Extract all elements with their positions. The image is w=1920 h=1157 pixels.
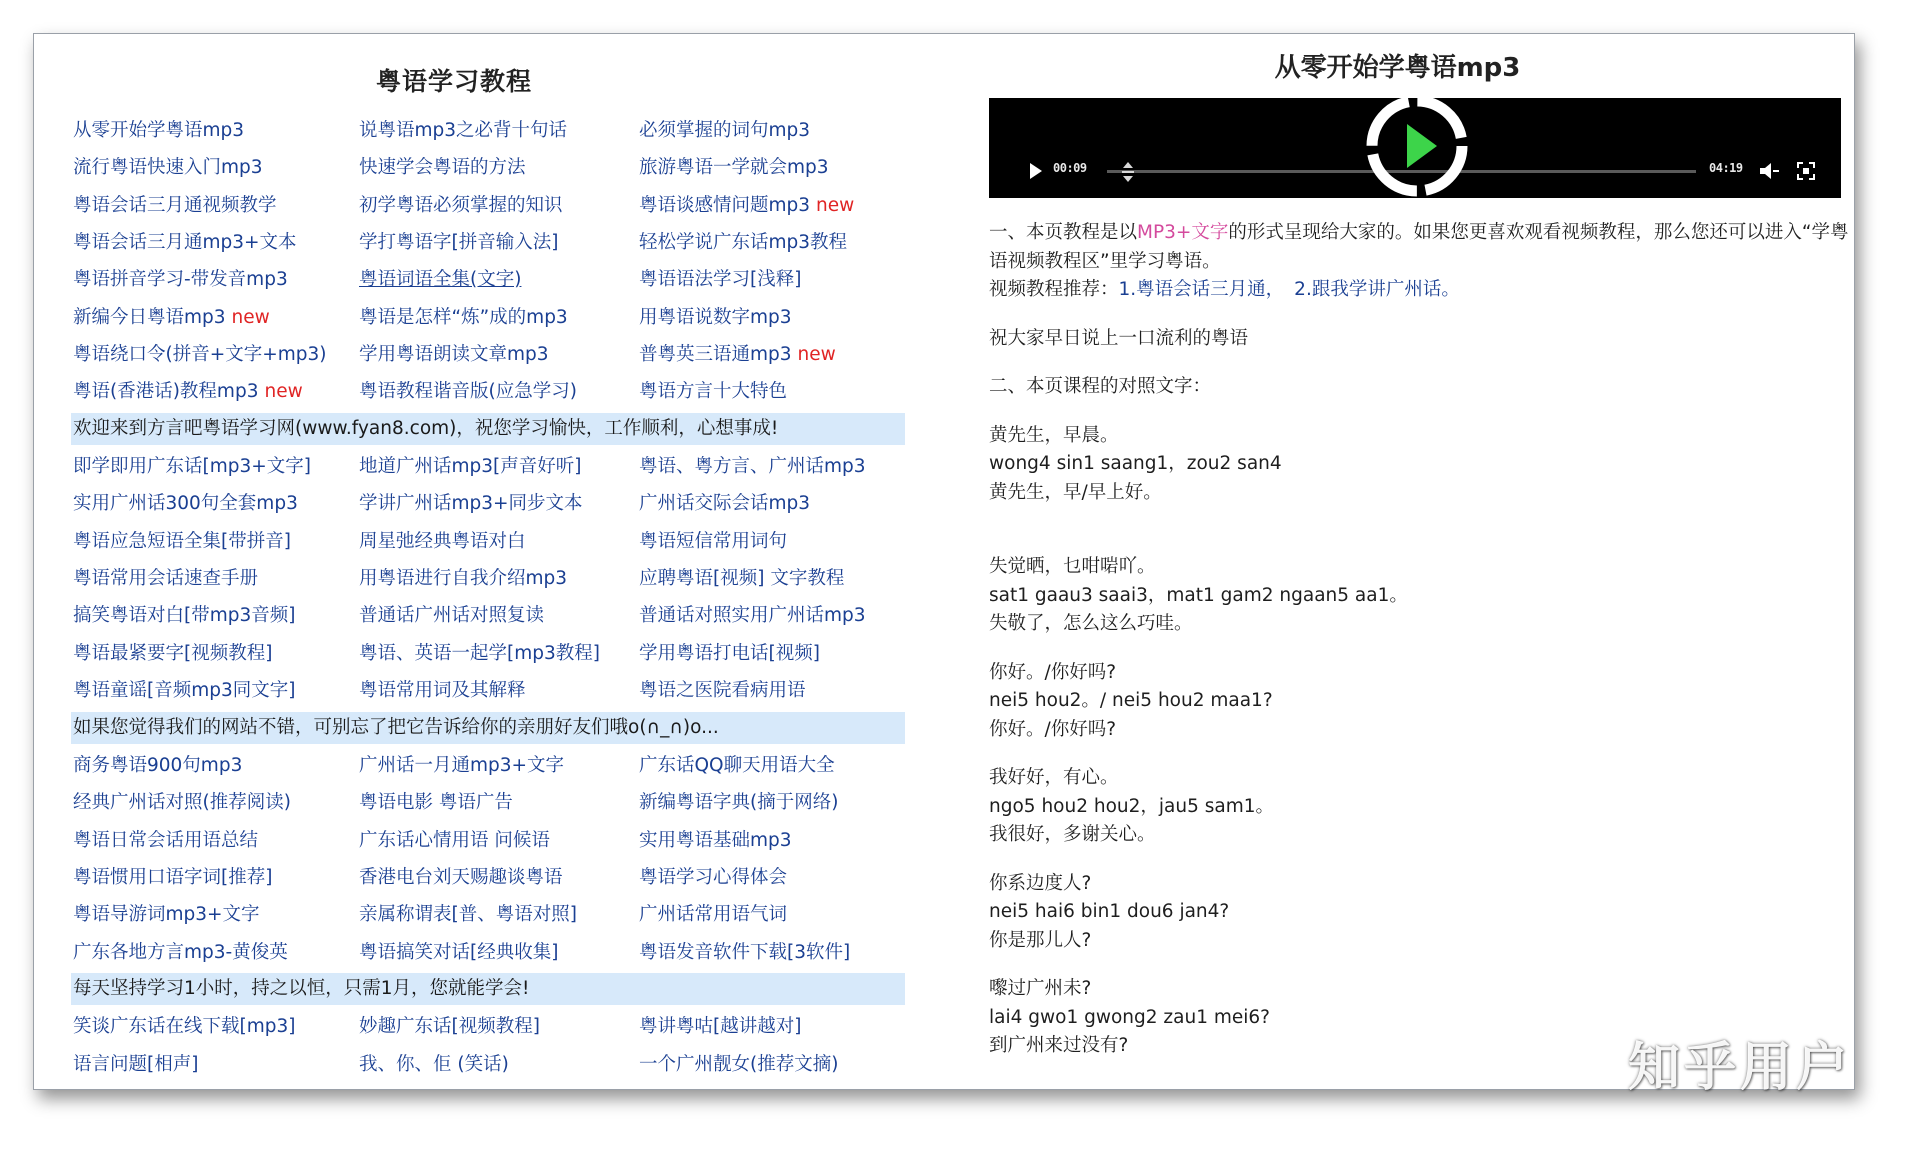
lesson-link[interactable] (73, 1046, 198, 1083)
lesson-link[interactable] (73, 523, 291, 560)
mandarin-line: 到广州来过没有? (989, 1035, 1129, 1056)
link-row (73, 299, 907, 336)
fullscreen-icon[interactable] (1797, 162, 1815, 180)
lesson-link-label: 粤语导游词mp3+文字 (73, 904, 260, 926)
lesson-link[interactable] (359, 747, 564, 784)
lesson-link-label: 粤语搞笑对话[经典收集] (359, 941, 559, 963)
link-row (73, 112, 907, 149)
lesson-link[interactable] (639, 1008, 801, 1045)
lesson-link[interactable] (639, 822, 792, 859)
lesson-link[interactable] (639, 485, 810, 522)
lesson-link[interactable] (359, 896, 577, 933)
dialogue-block (989, 553, 1849, 639)
lesson-link[interactable] (639, 112, 810, 149)
audio-player (989, 98, 1841, 198)
lesson-link-label: 粤语之医院看病用语 (639, 680, 806, 702)
lesson-link-label: 广东各地方言mp3-黄俊英 (73, 941, 288, 963)
progress-thumb-icon[interactable] (1121, 160, 1135, 184)
lesson-link[interactable] (639, 747, 835, 784)
lesson-link-label: 普通话广州话对照复读 (359, 605, 545, 627)
new-badge: new (797, 344, 836, 366)
notice-banner (73, 411, 907, 448)
lesson-link[interactable] (359, 224, 558, 261)
link-row (73, 597, 907, 634)
lesson-link[interactable] (73, 448, 311, 485)
lesson-link[interactable] (73, 261, 288, 298)
lesson-link[interactable] (359, 485, 583, 522)
new-badge: new (231, 306, 270, 328)
lesson-link[interactable] (73, 747, 242, 784)
lesson-link[interactable] (359, 373, 577, 410)
link-row (73, 1008, 907, 1045)
lesson-link-label: 香港电台刘天赐趣谈粤语 (359, 866, 563, 888)
lesson-link-label: 粤语惯用口语字词[推荐] (73, 866, 273, 888)
link-row (73, 859, 907, 896)
lesson-link-label: 实用广州话300句全套mp3 (73, 493, 298, 515)
lesson-link-label: 学用粤语朗读文章mp3 (359, 344, 549, 366)
lesson-link-label: 搞笑粤语对白[带mp3音频] (73, 605, 296, 627)
lesson-link-label: 粤语、英语一起学[mp3教程] (359, 642, 600, 664)
lesson-link[interactable] (639, 784, 838, 821)
lesson-link-label: 学讲广州话mp3+同步文本 (359, 493, 583, 515)
lesson-link[interactable] (639, 597, 866, 634)
lesson-link-label: 粤语常用词及其解释 (359, 680, 526, 702)
intro-paragraph: 一、本页教程是以MP3+文字的形式呈现给大家的。如果您更喜欢观看视频教程，那么您还可以进入“学粤语视频教程区”里学习粤语。 (989, 222, 1849, 272)
video-link-1[interactable]: 1.粤语会话三月通， (1118, 279, 1285, 300)
lesson-link[interactable] (73, 859, 272, 896)
lesson-link[interactable] (359, 934, 558, 971)
lesson-link-label: 粤语词语全集(文字) (359, 269, 522, 291)
mandarin-line: 黄先生，早/早上好。 (989, 481, 1162, 503)
video-link-2[interactable]: 2.跟我学讲广州话。 (1294, 279, 1460, 300)
lesson-link[interactable] (73, 597, 295, 634)
lesson-link-label: 即学即用广东话[mp3+文字] (73, 456, 311, 478)
watermark: 知乎用户 (1628, 1038, 1853, 1098)
lesson-link[interactable] (359, 261, 521, 298)
lesson-link-label: 实用粤语基础mp3 (639, 829, 792, 851)
cantonese-line: 我好好，有心。 (989, 767, 1119, 788)
lesson-link[interactable] (639, 859, 787, 896)
lesson-link-label: 粤语谈感情问题mp3 (639, 194, 811, 216)
lesson-title: 从零开始学粤语mp3 (1274, 53, 1521, 83)
dialogue-block (989, 422, 1849, 508)
link-row (73, 822, 907, 859)
lesson-link[interactable] (359, 336, 549, 373)
play-icon[interactable] (1029, 162, 1043, 180)
lesson-link-label: 用粤语说数字mp3 (639, 306, 792, 328)
jyutping-line: nei5 hou2。/ nei5 hou2 maa1? (989, 690, 1273, 711)
link-row (73, 187, 907, 224)
cantonese-line: 失觉晒，乜咁啱吖。 (989, 556, 1156, 577)
lesson-link-label: 粤语最紧要字[视频教程] (73, 642, 273, 664)
lesson-link[interactable] (73, 224, 297, 261)
link-row (73, 149, 907, 186)
lesson-link-label: 广州话交际会话mp3 (639, 493, 811, 515)
mandarin-line: 你是那儿人? (989, 929, 1092, 951)
lesson-link-label: 我、你、佢 (笑话) (359, 1053, 509, 1075)
lesson-link[interactable] (639, 187, 854, 224)
link-row (73, 896, 907, 933)
cantonese-line: 你系边度人? (989, 872, 1092, 894)
new-badge: new (264, 381, 303, 403)
lesson-link-label: 粤语方言十大特色 (639, 381, 788, 403)
lesson-link[interactable] (359, 822, 550, 859)
lesson-link[interactable] (359, 299, 568, 336)
lesson-link-label: 妙趣广东话[视频教程] (359, 1016, 540, 1038)
lesson-link[interactable] (73, 635, 272, 672)
jyutping-line: ngo5 hou2 hou2，jau5 sam1。 (989, 795, 1275, 817)
mandarin-line: 你好。/你好吗? (989, 718, 1117, 740)
wish-text: 祝大家早日说上一口流利的粤语 (989, 327, 1249, 349)
lesson-link[interactable] (639, 224, 847, 261)
lesson-link-label: 新编今日粤语mp3 (73, 306, 226, 328)
lesson-link[interactable] (639, 261, 801, 298)
lesson-link[interactable] (73, 822, 258, 859)
cantonese-line: 你好。/你好吗? (989, 661, 1117, 683)
lesson-link[interactable] (359, 672, 526, 709)
lesson-link[interactable] (73, 336, 326, 373)
lesson-link[interactable] (73, 299, 270, 336)
jyutping-line: lai4 gwo1 gwong2 zau1 mei6? (989, 1006, 1270, 1028)
lesson-link[interactable] (639, 934, 850, 971)
cantonese-line: 嚟过广州未? (989, 978, 1092, 999)
lesson-link[interactable] (359, 597, 544, 634)
lesson-link[interactable] (73, 672, 295, 709)
lesson-link-label: 粤语发音软件下载[3软件] (639, 941, 851, 963)
link-row (73, 784, 907, 821)
lesson-link[interactable] (359, 784, 513, 821)
lesson-link-label: 用粤语进行自我介绍mp3 (359, 568, 568, 590)
lesson-link[interactable] (359, 1008, 540, 1045)
video-recommendation: 视频教程推荐：1.粤语会话三月通， 2.跟我学讲广州话。 (989, 279, 1460, 300)
volume-icon[interactable] (1759, 161, 1781, 181)
lesson-link[interactable] (73, 485, 298, 522)
lesson-link-label: 商务粤语900句mp3 (73, 754, 243, 776)
link-row (73, 934, 907, 971)
lesson-link[interactable] (73, 1008, 295, 1045)
lesson-link-label: 旅游粤语一学就会mp3 (639, 157, 829, 179)
lesson-link-label: 快速学会粤语的方法 (359, 157, 526, 179)
lesson-link[interactable] (639, 560, 844, 597)
page-frame (33, 33, 1855, 1090)
lesson-link[interactable] (359, 112, 567, 149)
lesson-link-label: 粤讲粤咕[越讲越对] (639, 1016, 802, 1038)
lesson-link-label: 应聘粤语[视频] 文字教程 (639, 568, 845, 590)
notice-banner-text: 如果您觉得我们的网站不错，可别忘了把它告诉给你的亲朋好友们哦o(∩_∩)o... (71, 712, 905, 744)
notice-banner-text: 欢迎来到方言吧粤语学习网(www.fyan8.com)，祝您学习愉快，工作顺利，心想事成! (71, 413, 905, 445)
lesson-link[interactable] (73, 896, 260, 933)
lesson-link-label: 粤语电影 粤语广告 (359, 792, 513, 814)
lesson-link-label: 粤语短信常用词句 (639, 530, 788, 552)
lesson-content (954, 34, 1854, 1089)
notice-banner-text: 每天坚持学习1小时，持之以恒，只需1月，您就能学会! (71, 973, 905, 1005)
lesson-link-label: 学打粤语字[拼音输入法] (359, 232, 559, 254)
lesson-link[interactable] (73, 784, 291, 821)
link-row (73, 261, 907, 298)
lesson-link-label: 广州话常用语气词 (639, 904, 788, 926)
link-row (73, 485, 907, 522)
lesson-link-label: 笑谈广东话在线下载[mp3] (73, 1016, 296, 1038)
mandarin-line: 我很好，多谢关心。 (989, 824, 1156, 845)
lesson-link[interactable] (359, 149, 526, 186)
dialogue-block (989, 659, 1849, 745)
lesson-link-label: 粤语会话三月通mp3+文本 (73, 232, 297, 254)
jyutping-line: nei5 hai6 bin1 dou6 jan4? (989, 901, 1230, 922)
lesson-link[interactable] (639, 523, 787, 560)
lesson-link-label: 粤语童谣[音频mp3同文字] (73, 680, 296, 702)
lesson-link-label: 学用粤语打电话[视频] (639, 642, 820, 664)
notice-banner (73, 710, 907, 747)
dialogue-list (989, 422, 1849, 1061)
lesson-link[interactable] (639, 336, 836, 373)
dialogue-block (989, 764, 1849, 850)
lesson-link-label: 普粤英三语通mp3 (639, 344, 792, 366)
jyutping-line: wong4 sin1 saang1，zou2 san4 (989, 453, 1282, 474)
lesson-link[interactable] (639, 896, 787, 933)
lesson-link[interactable] (639, 635, 820, 672)
lesson-link-label: 轻松学说广东话mp3教程 (639, 232, 848, 254)
lesson-link[interactable] (639, 1046, 838, 1083)
link-row (73, 635, 907, 672)
lesson-link[interactable] (639, 149, 829, 186)
lesson-link-grid (73, 112, 907, 1083)
lesson-link[interactable] (639, 373, 787, 410)
mandarin-line: 失敬了，怎么这么巧哇。 (989, 613, 1193, 634)
link-row (73, 672, 907, 709)
lesson-link-label: 初学粤语必须掌握的知识 (359, 194, 563, 216)
lesson-link-label: 粤语、粤方言、广州话mp3 (639, 456, 866, 478)
lesson-link[interactable] (73, 149, 263, 186)
lesson-link[interactable] (73, 112, 244, 149)
lesson-link[interactable] (359, 560, 567, 597)
lesson-link-label: 广东话QQ聊天用语大全 (639, 754, 835, 776)
link-row (73, 1046, 907, 1083)
link-row (73, 373, 907, 410)
lesson-link-label: 流行粤语快速入门mp3 (73, 157, 263, 179)
lesson-link-label: 亲属称谓表[普、粤语对照] (359, 904, 577, 926)
link-row (73, 448, 907, 485)
lesson-link-label: 粤语是怎样“炼”成的mp3 (359, 306, 568, 328)
lesson-link-label: 周星弛经典粤语对白 (359, 530, 526, 552)
lesson-link[interactable] (73, 187, 277, 224)
big-play-button[interactable] (1365, 94, 1469, 198)
lesson-link[interactable] (359, 635, 600, 672)
lesson-link-label: 粤语(香港话)教程mp3 (73, 381, 259, 403)
section-heading: 二、本页课程的对照文字： (989, 376, 1212, 397)
lesson-link[interactable] (359, 1046, 509, 1083)
lesson-link-label: 必须掌握的词句mp3 (639, 120, 811, 141)
duration-time: 04:19 (1709, 161, 1743, 175)
lesson-link-label: 一个广州靓女(推荐文摘) (639, 1053, 839, 1075)
lesson-link-label: 粤语教程谐音版(应急学习) (359, 381, 577, 403)
cantonese-line: 黄先生，早晨。 (989, 424, 1119, 446)
link-row (73, 336, 907, 373)
lesson-link-label: 粤语常用会话速查手册 (73, 568, 259, 590)
lesson-link[interactable] (73, 560, 258, 597)
lesson-link[interactable] (359, 859, 563, 896)
new-badge: new (816, 194, 855, 216)
lesson-link-label: 广州话一月通mp3+文字 (359, 754, 565, 776)
lesson-link[interactable] (639, 672, 806, 709)
link-row (73, 560, 907, 597)
lesson-link-label: 广东话心情用语 问候语 (359, 829, 550, 851)
lesson-link[interactable] (639, 299, 792, 336)
mp3-text-highlight: MP3+文字 (1137, 222, 1229, 243)
lesson-link-label: 语言问题[相声] (73, 1053, 199, 1075)
lesson-link[interactable] (359, 187, 563, 224)
lesson-link-label: 说粤语mp3之必背十句话 (359, 120, 568, 141)
lesson-link-label: 粤语应急短语全集[带拼音] (73, 530, 291, 552)
lesson-link-label: 经典广州话对照(推荐阅读) (73, 792, 291, 814)
lesson-link-label: 地道广州话mp3[声音好听] (359, 456, 582, 478)
lesson-link-label: 粤语学习心得体会 (639, 866, 788, 888)
lesson-link[interactable] (359, 448, 581, 485)
lesson-link-label: 新编粤语字典(摘于网络) (639, 792, 839, 814)
lesson-link[interactable] (359, 523, 526, 560)
link-row (73, 523, 907, 560)
lesson-link[interactable] (73, 934, 288, 971)
lesson-link-label: 粤语绕口令(拼音+文字+mp3) (73, 344, 327, 366)
lesson-index-title: 粤语学习教程 (375, 67, 532, 96)
jyutping-line: sat1 gaau3 saai3，mat1 gam2 ngaan5 aa1。 (989, 584, 1408, 606)
lesson-link-label: 粤语会话三月通视频教学 (73, 194, 277, 216)
lesson-text (989, 219, 1849, 1061)
current-time: 00:09 (1053, 161, 1087, 175)
lesson-link-label: 从零开始学粤语mp3 (73, 120, 245, 141)
lesson-link-label: 粤语日常会话用语总结 (73, 829, 259, 851)
lesson-link-label: 普通话对照实用广州话mp3 (639, 605, 866, 627)
link-row (73, 747, 907, 784)
lesson-link[interactable] (639, 448, 866, 485)
link-row (73, 224, 907, 261)
lesson-index (34, 34, 914, 1089)
notice-banner (73, 971, 907, 1008)
lesson-link-label: 粤语拼音学习-带发音mp3 (73, 269, 288, 291)
lesson-link[interactable] (73, 373, 303, 410)
dialogue-block (989, 870, 1849, 956)
lesson-link-label: 粤语语法学习[浅释] (639, 269, 802, 291)
